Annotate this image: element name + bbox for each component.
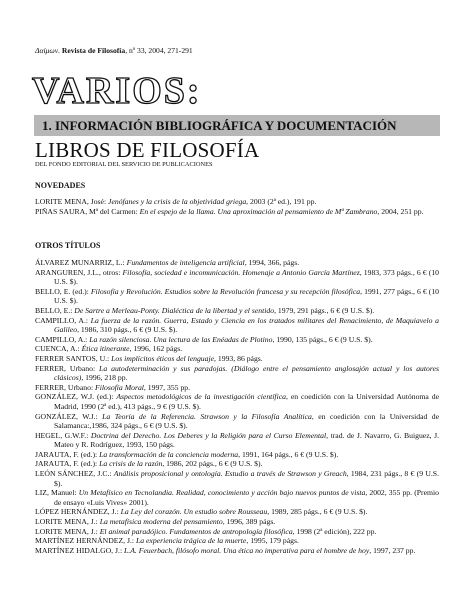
entry-author: MARTÍNEZ HERNÁNDEZ, J.: [35,536,136,546]
bibliography-entry [35,392,439,411]
entry-author: JARAUTA, F. (ed.): [35,459,100,469]
entry-title: La razón silenciosa. Una lectura de las Enéadas de Plotino [89,334,273,344]
entry-author: LIZ, Manuel: [35,488,79,498]
entry-title: L.A. Feuerbach, filósofo moral. Una ética no imperativa para el hombre de hoy [124,545,370,555]
bibliography-entry [35,517,439,527]
entry-author: ÁLVAREZ MUNARRIZ, L.: [35,258,127,267]
bibliography-entry [35,546,439,556]
entry-title: Análisis proposicional y ontología. Estudio a través de Strawson y Greach [113,469,347,479]
section-subtitle: DEL FONDO EDITORIAL DEL SERVICIO DE PUBLICACIONES [35,161,213,168]
bibliography-entry [35,488,439,507]
entry-title: La metafísica moderna del pensamiento [99,517,223,527]
entry-author: LEÓN SÁNCHEZ, J.C.: [35,469,114,479]
entry-title: Jenófanes y la crisis de la objetividad griega [108,197,247,206]
entry-author: LÓPEZ HERNÁNDEZ, J.: [35,507,121,517]
entry-details: , 2003 (2ª ed.), 191 pp. [246,197,317,206]
entry-details: , trad. de J. Navarro, G. Buiguez, J. Mateo y R. Rodríguez, 1993, 150 págs. [54,430,440,450]
entry-author: LORITE MENA, J.: [35,517,100,527]
bibliography-entry [35,469,439,488]
entry-author: HEGEL, G.W.F.: [35,430,91,440]
entry-author: LORITE MENA, José: [35,197,109,206]
entry-author: GONZÁLEZ, W.J. (ed.): [35,392,117,402]
band-title: 1. INFORMACIÓN BIBLIOGRÁFICA Y DOCUMENTACIÓN [42,118,397,133]
entry-details: , 1990, 135 págs., 6 € (9 U.S. $). [272,334,373,344]
entry-details: , 1984, 231 págs., 8 € (9 U.S. $). [54,469,440,488]
entry-title: Un Metafísico en Tecnolandia. Realidad, conocimiento y acción bajo nuevos puntos de vista [78,488,366,498]
bibliography-entry [35,450,439,460]
bibliography-entry [35,207,439,217]
entry-details: , 1995, 179 págs. [246,536,299,546]
entry-author: CAMPILLO, A.: [35,334,90,344]
entry-details: , 1991, 277 págs., 6 € (10 U.S. $). [54,286,440,306]
entry-details: , en coedición con la Universidad Autónoma de Madrid, 1990 (2ª ed.), 413 págs., 9 € (9 U.S. $). [54,392,439,411]
otros-heading: OTROS TÍTULOS [35,241,101,250]
entry-title: Ética itinerante [81,344,130,354]
journal-name: Δαίμων. [35,46,60,55]
entry-details: , 1996, 218 pp. [81,373,128,383]
section-title: LIBROS DE FILOSOFÍA [35,138,260,162]
bibliography-entry [35,412,439,431]
novedades-heading: NOVEDADES [35,181,86,190]
entry-title: De Sartre a Merleau-Ponty. Dialéctica de la libertad y el sentido [74,305,275,315]
entry-title: Aspectos metodológicos de la investigación científica [116,392,286,402]
entry-details: , 1983, 373 págs., 6 € (10 U.S. $). [54,267,440,287]
bibliography-entry [35,354,439,364]
entry-details: , 1991, 164 págs., 6 € (9 U.S. $). [238,449,339,459]
bibliography-entry [35,536,439,546]
entry-title: En el espejo de la llama. Una aproximación al pensamiento de Mª Zambrano [139,206,378,216]
bibliography-entry [35,287,439,306]
entry-author: GONZÁLEZ, W.J.: [35,411,103,421]
novedades-list [35,197,439,216]
entry-title: La fuerza de la razón. Guerra, Estado y Ciencia en los tratados militares del Renacimiento, de Maquiavelo a Galileo [54,315,439,335]
entry-author: BELLO, E. (ed.): [35,286,91,296]
bibliography-entry [35,431,439,450]
entry-title: Fundamentos de inteligencia artificial [126,258,245,267]
entry-author: CAMPILLO, A.: [35,315,91,325]
entry-author: FERRER, Urbano: [35,382,96,392]
entry-title: El animal paradójico. Fundamentos de antropología filosófica [99,526,293,536]
bibliography-entry [35,344,439,354]
bibliography-entry [35,197,439,207]
bibliography-entry [35,527,439,537]
bibliography-entry [35,383,439,393]
entry-title: Los implícitos éticos del lenguaje [111,353,215,363]
entry-author: CUENCA, A.: [35,344,82,354]
entry-author: FERRER, Urbano: [35,363,100,373]
entry-details: , 1989, 285 págs., 6 € (9 U.S. $). [267,507,368,517]
bibliography-entry [35,258,439,268]
entry-title: Filosofía y Revolución. Estudios sobre la Revolución francesa y su recepción filosófica [90,286,361,296]
entry-title: La crisis de la razón [99,459,163,469]
bibliography-entry [35,364,439,383]
journal-issue: , nº 33, 2004, 271-291 [125,46,193,55]
entry-title: Doctrina del Derecho. Los Deberes y la Religión para el Curso Elemental [90,430,327,440]
entry-author: FERRER SANTOS, U.: [35,353,112,363]
entry-details: , 1986, 310 págs., 6 € (9 U.S. $). [77,325,178,335]
entry-title: La Teoría de la Referencia. Strawson y la Filosofía Analítica [102,411,312,421]
entry-details: , 2004, 251 pp. [377,206,424,216]
entry-details: , 1994, 366, págs. [244,258,300,267]
entry-title: Filosofía, sociedad e incomunicación. Homenaje a Antonio García Martínez [122,267,360,277]
entry-title: La Ley del corazón. Un estudio sobre Rousseau [120,507,268,517]
entry-author: LORITE MENA, J.: [35,526,100,536]
bibliography-entry [35,507,439,517]
entry-details: , 1997, 355 pp. [143,382,191,392]
journal-title: Revista de Filosofía [61,46,126,55]
entry-details: , 1996, 162 págs. [129,344,183,354]
bibliography-entry [35,335,439,345]
entry-author: MARTÍNEZ HIDALGO, J.: [35,545,125,555]
bibliography-entry [35,268,439,287]
section-band [34,115,440,136]
entry-details: , 1997, 237 pp. [369,545,416,555]
entry-title: La autodeterminación y sus paradojas. (Diálogo entre el pensamiento anglosajón actual y los autores clásicos) [54,363,439,383]
section-banner: VARIOS: [32,70,202,112]
running-head [35,46,193,55]
otros-list [35,258,439,555]
entry-author: PIÑAS SAURA, Mª del Carmen: [35,206,140,216]
entry-title: Filosofía Moral [95,382,144,392]
entry-details: , en coedición con la Universidad de Salamanca:,1986, 324 págs., 6 € (9 U.S. $). [54,411,440,431]
entry-details: , 1979, 291 págs., 6 € (9 U.S. $). [274,305,375,315]
bibliography-entry [35,459,439,469]
entry-details: , 1986, 202 págs., 6 € (9 U.S. $). [162,459,263,469]
entry-author: ARANGUREN, J.L., otros: [35,267,123,277]
entry-details: , 1993, 86 págs. [214,353,263,363]
entry-details: , 1998 (2ª edición), 222 pp. [292,526,377,536]
bibliography-entry [35,316,439,335]
entry-author: JARAUTA, F. (ed.): [35,449,100,459]
entry-details: , 2002, 355 pp. (Premio de ensayo «Luis Vives» 2001). [54,488,439,507]
entry-title: La transformación de la conciencia moderna [99,449,239,459]
entry-details: , 1996, 389 págs. [222,517,276,527]
entry-title: La experiencia trágica de la muerte [135,536,247,546]
entry-author: BELLO, E.: [35,305,75,315]
bibliography-entry [35,306,439,316]
